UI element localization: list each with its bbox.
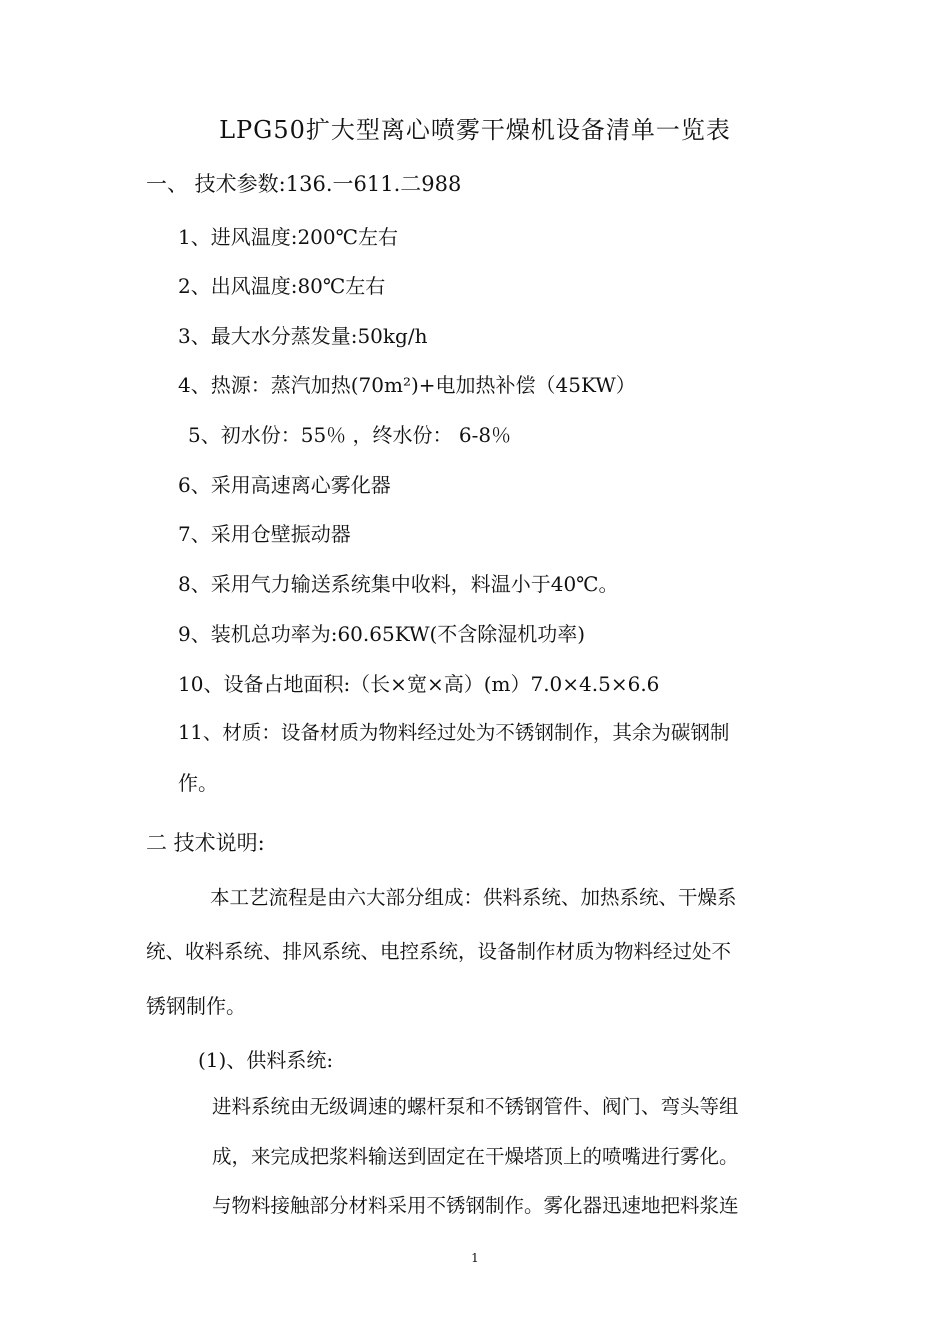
- param-item-3: 3、最大水分蒸发量:50kg/h: [178, 324, 428, 348]
- param-item-7: 7、采用仓壁振动器: [178, 522, 351, 546]
- description-line-3: 锈钢制作。: [146, 994, 246, 1018]
- param-item-11: 11、材质：设备材质为物料经过处为不锈钢制作，其余为碳钢制: [178, 721, 730, 744]
- param-item-5: 5、初水份：55％ ，终水份： 6-8％: [188, 423, 512, 447]
- subsection-heading-feed-system: (1)、供料系统:: [198, 1048, 334, 1072]
- section-heading-technical-params: 一、 技术参数:136.一611.二988: [146, 172, 462, 196]
- param-item-11-continued: 作。: [178, 771, 218, 795]
- description-line-1: 本工艺流程是由六大部分组成：供料系统、加热系统、干燥系: [210, 886, 737, 909]
- param-item-1: 1、进风温度:200℃左右: [178, 225, 399, 249]
- param-item-2: 2、出风温度:80℃左右: [178, 274, 386, 298]
- param-item-9: 9、装机总功率为:60.65KW(不含除湿机功率): [178, 622, 586, 646]
- param-item-10: 10、设备占地面积:（长×宽×高）(m）7.0×4.5×6.6: [178, 672, 660, 696]
- page-number: 1: [471, 1251, 479, 1265]
- description-line-2: 统、收料系统、排风系统、电控系统，设备制作材质为物料经过处不: [146, 940, 732, 963]
- section-heading-technical-description: 二 技术说明:: [146, 831, 265, 855]
- feed-system-line-2: 成，来完成把浆料输送到固定在干燥塔顶上的喷嘴进行雾化。: [212, 1145, 739, 1168]
- page-title: LPG50扩大型离心喷雾干燥机设备清单一览表: [219, 116, 731, 144]
- param-item-6: 6、采用高速离心雾化器: [178, 473, 391, 497]
- param-item-4: 4、热源：蒸汽加热(70m²)+电加热补偿（45KW）: [178, 373, 636, 397]
- feed-system-line-1: 进料系统由无级调速的螺杆泵和不锈钢管件、阀门、弯头等组: [212, 1095, 739, 1118]
- feed-system-line-3: 与物料接触部分材料采用不锈钢制作。雾化器迅速地把料浆连: [212, 1194, 739, 1217]
- param-item-8: 8、采用气力输送系统集中收料，料温小于40℃。: [178, 572, 619, 596]
